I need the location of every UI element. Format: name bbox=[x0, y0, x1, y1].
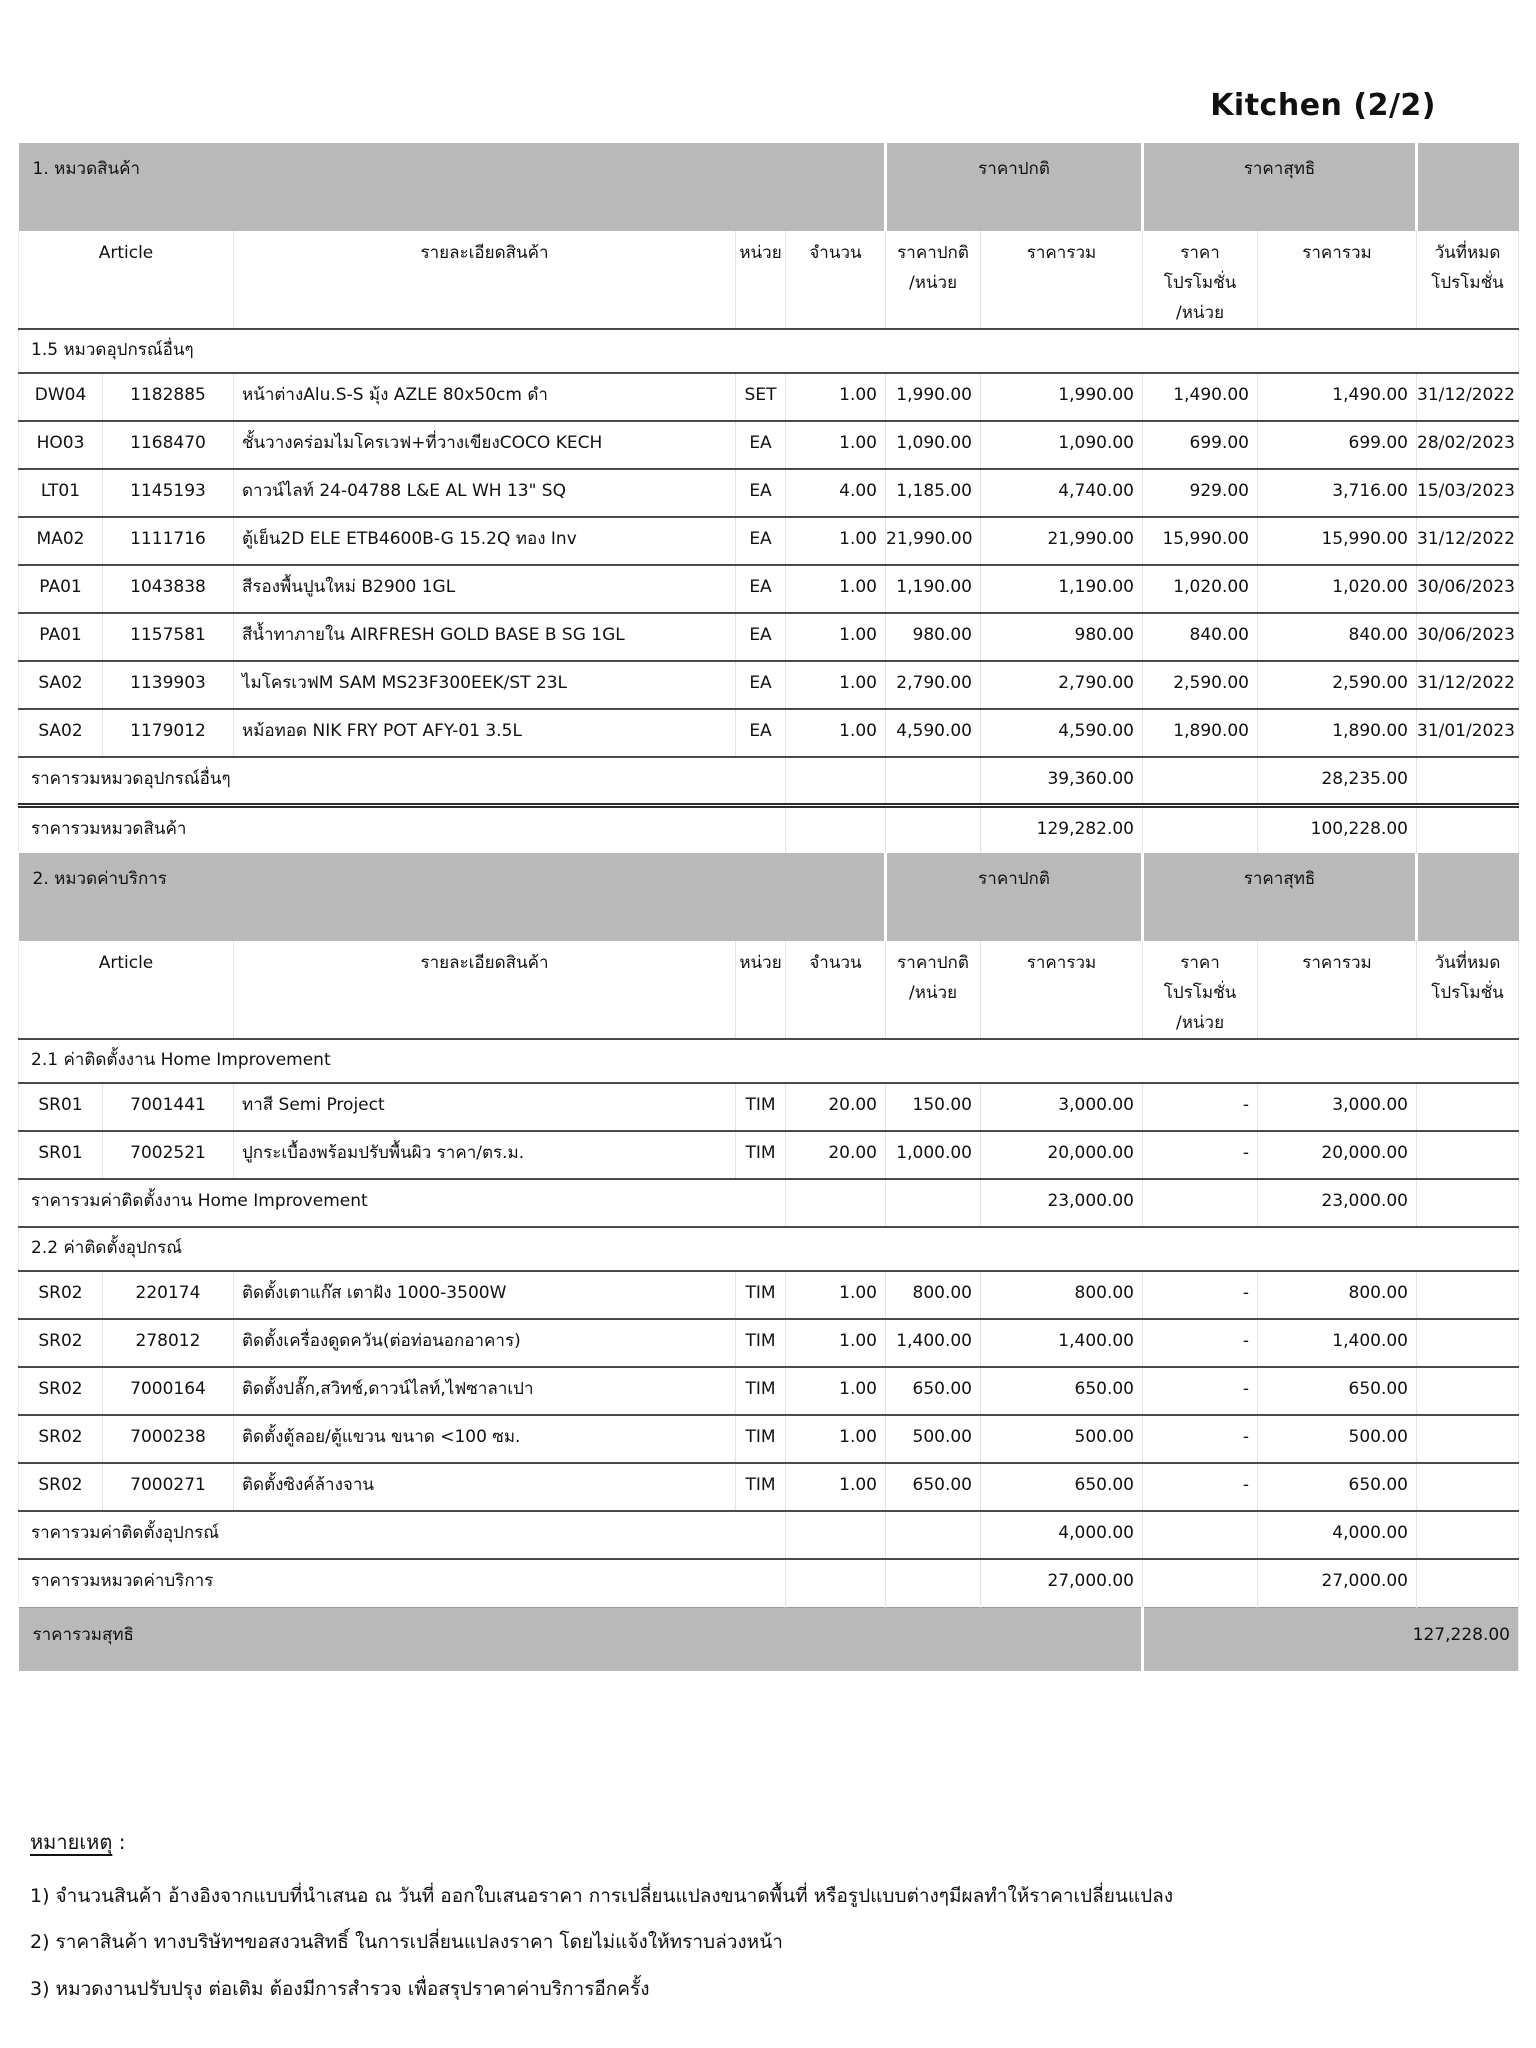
cell-description: สีรองพื้นปูนใหม่ B2900 1GL bbox=[234, 565, 736, 613]
cell-promo-price: - bbox=[1143, 1367, 1258, 1415]
section2-net-price-group: ราคาสุทธิ bbox=[1143, 853, 1417, 941]
cell-promo-price: 699.00 bbox=[1143, 421, 1258, 469]
cell-article-number: 278012 bbox=[103, 1319, 234, 1367]
col-header-promo-price bbox=[1143, 941, 1258, 1039]
cell-promo-end-date: 31/12/2022 bbox=[1417, 661, 1519, 709]
section2-normal-price-group: ราคาปกติ bbox=[886, 853, 1143, 941]
cell-qty: 1.00 bbox=[786, 1367, 886, 1415]
cell-total: 650.00 bbox=[981, 1367, 1143, 1415]
cell-total: 21,990.00 bbox=[981, 517, 1143, 565]
cell-article-code: SR02 bbox=[19, 1367, 103, 1415]
col-header-unit-price-line1: ราคาปกติ bbox=[897, 953, 969, 973]
section-2-2-title-row bbox=[19, 1227, 1519, 1271]
empty-cell bbox=[886, 805, 981, 853]
section-2-2-title: 2.2 ค่าติดตั้งอุปกรณ์ bbox=[19, 1227, 1519, 1271]
cell-total: 1,190.00 bbox=[981, 565, 1143, 613]
cell-total: 800.00 bbox=[981, 1271, 1143, 1319]
col-header-unit-price-line2: /หน่วย bbox=[908, 983, 958, 1003]
cell-unit-price: 800.00 bbox=[886, 1271, 981, 1319]
cell-description: ติดตั้งซิงค์ล้างจาน bbox=[234, 1463, 736, 1511]
table-row bbox=[19, 1367, 1519, 1415]
cell-promo-price: - bbox=[1143, 1463, 1258, 1511]
cell-article-number: 7000238 bbox=[103, 1415, 234, 1463]
col-header-unit-price bbox=[886, 231, 981, 329]
subtotal-label: ราคารวมหมวดอุปกรณ์อื่นๆ bbox=[19, 757, 786, 805]
cell-article-number: 1139903 bbox=[103, 661, 234, 709]
col-header-unit-price bbox=[886, 941, 981, 1039]
col-header-article: Article bbox=[19, 231, 234, 329]
cell-unit: TIM bbox=[736, 1415, 786, 1463]
cell-description: ติดตั้งเครื่องดูดควัน(ต่อท่อนอกอาคาร) bbox=[234, 1319, 736, 1367]
cell-article-code: PA01 bbox=[19, 565, 103, 613]
table-row bbox=[19, 469, 1519, 517]
cell-promo-end-date: 30/06/2023 bbox=[1417, 613, 1519, 661]
cell-promo-end-date bbox=[1417, 1415, 1519, 1463]
cell-qty: 1.00 bbox=[786, 421, 886, 469]
cell-unit-price: 980.00 bbox=[886, 613, 981, 661]
cell-unit: TIM bbox=[736, 1367, 786, 1415]
table-row bbox=[19, 661, 1519, 709]
cell-article-number: 1043838 bbox=[103, 565, 234, 613]
cell-qty: 1.00 bbox=[786, 1319, 886, 1367]
cell-promo-end-date bbox=[1417, 1131, 1519, 1179]
note-3: 3) หมวดงานปรับปรุง ต่อเติม ต้องมีการสำรวจ เพื่อสรุปราคาค่าบริการอีกครั้ง bbox=[30, 1977, 650, 2000]
cell-unit: TIM bbox=[736, 1131, 786, 1179]
table-row bbox=[19, 1415, 1519, 1463]
section-2-2-subtotal-row bbox=[19, 1511, 1519, 1559]
section2-total-row bbox=[19, 1559, 1519, 1607]
cell-net-total: 1,020.00 bbox=[1258, 565, 1417, 613]
cell-unit: TIM bbox=[736, 1271, 786, 1319]
cell-qty: 20.00 bbox=[786, 1131, 886, 1179]
section-1-5-rows bbox=[19, 373, 1519, 757]
col-header-promo-end-line2: โปรโมชั่น bbox=[1431, 983, 1504, 1003]
col-header-promo-end bbox=[1417, 941, 1519, 1039]
note-2: 2) ราคาสินค้า ทางบริษัทฯขอสงวนสิทธิ์ ในการเปลี่ยนแปลงราคา โดยไม่แจ้งให้ทราบล่วงหน้า bbox=[30, 1931, 783, 1954]
section1-normal-price-group: ราคาปกติ bbox=[886, 143, 1143, 231]
cell-unit: EA bbox=[736, 709, 786, 757]
col-header-qty: จำนวน bbox=[786, 231, 886, 329]
table-row bbox=[19, 1319, 1519, 1367]
cell-article-number: 1168470 bbox=[103, 421, 234, 469]
cell-description: สีน้ำทาภายใน AIRFRESH GOLD BASE B SG 1GL bbox=[234, 613, 736, 661]
cell-article-code: SA02 bbox=[19, 661, 103, 709]
cell-qty: 1.00 bbox=[786, 517, 886, 565]
section-1-5-subtotal-row bbox=[19, 757, 1519, 805]
cell-net-total: 15,990.00 bbox=[1258, 517, 1417, 565]
cell-article-number: 7000164 bbox=[103, 1367, 234, 1415]
section1-net-price-group: ราคาสุทธิ bbox=[1143, 143, 1417, 231]
empty-cell bbox=[786, 1559, 886, 1607]
cell-unit-price: 650.00 bbox=[886, 1367, 981, 1415]
cell-promo-price: - bbox=[1143, 1083, 1258, 1131]
cell-article-number: 7001441 bbox=[103, 1083, 234, 1131]
cell-unit-price: 21,990.00 bbox=[886, 517, 981, 565]
col-header-total: ราคารวม bbox=[981, 231, 1143, 329]
col-header-description: รายละเอียดสินค้า bbox=[234, 231, 736, 329]
cell-qty: 1.00 bbox=[786, 373, 886, 421]
col-header-unit: หน่วย bbox=[736, 231, 786, 329]
table-row bbox=[19, 613, 1519, 661]
subtotal-normal: 4,000.00 bbox=[981, 1511, 1143, 1559]
empty-cell bbox=[1143, 757, 1258, 805]
section2-total-normal: 27,000.00 bbox=[981, 1559, 1143, 1607]
cell-unit: TIM bbox=[736, 1463, 786, 1511]
col-header-description: รายละเอียดสินค้า bbox=[234, 941, 736, 1039]
section-1-5-title-row bbox=[19, 329, 1519, 373]
cell-unit-price: 150.00 bbox=[886, 1083, 981, 1131]
cell-unit: EA bbox=[736, 421, 786, 469]
section1-total-net: 100,228.00 bbox=[1258, 805, 1417, 853]
subtotal-net: 23,000.00 bbox=[1258, 1179, 1417, 1227]
section1-total-normal: 129,282.00 bbox=[981, 805, 1143, 853]
grand-total-row bbox=[19, 1607, 1519, 1671]
cell-unit-price: 1,190.00 bbox=[886, 565, 981, 613]
empty-cell bbox=[1143, 1511, 1258, 1559]
cell-total: 20,000.00 bbox=[981, 1131, 1143, 1179]
cell-promo-end-date bbox=[1417, 1319, 1519, 1367]
table-row bbox=[19, 1271, 1519, 1319]
notes-heading-text: หมายเหตุ bbox=[30, 1830, 113, 1854]
cell-article-number: 220174 bbox=[103, 1271, 234, 1319]
table-row bbox=[19, 373, 1519, 421]
cell-qty: 1.00 bbox=[786, 1463, 886, 1511]
cell-unit-price: 500.00 bbox=[886, 1415, 981, 1463]
cell-article-code: SR01 bbox=[19, 1083, 103, 1131]
cell-promo-price: - bbox=[1143, 1415, 1258, 1463]
cell-promo-end-date: 31/12/2022 bbox=[1417, 517, 1519, 565]
cell-unit: EA bbox=[736, 661, 786, 709]
table-row bbox=[19, 709, 1519, 757]
col-header-qty: จำนวน bbox=[786, 941, 886, 1039]
cell-qty: 1.00 bbox=[786, 613, 886, 661]
section-1-5-title: 1.5 หมวดอุปกรณ์อื่นๆ bbox=[19, 329, 1519, 373]
cell-article-code: SR01 bbox=[19, 1131, 103, 1179]
section-2-1-title-row bbox=[19, 1039, 1519, 1083]
cell-promo-end-date: 31/01/2023 bbox=[1417, 709, 1519, 757]
cell-promo-end-date bbox=[1417, 1083, 1519, 1131]
empty-cell bbox=[786, 805, 886, 853]
col-header-net-total: ราคารวม bbox=[1258, 231, 1417, 329]
col-header-promo-end bbox=[1417, 231, 1519, 329]
cell-description: ติดตั้งปลั๊ก,สวิทช์,ดาวน์ไลท์,ไฟซาลาเปา bbox=[234, 1367, 736, 1415]
empty-cell bbox=[886, 757, 981, 805]
empty-cell bbox=[886, 1559, 981, 1607]
col-header-promo-end-line2: โปรโมชั่น bbox=[1431, 273, 1504, 293]
col-header-total: ราคารวม bbox=[981, 941, 1143, 1039]
empty-cell bbox=[1417, 805, 1519, 853]
empty-cell bbox=[1143, 805, 1258, 853]
cell-promo-end-date: 30/06/2023 bbox=[1417, 565, 1519, 613]
subtotal-net: 4,000.00 bbox=[1258, 1511, 1417, 1559]
cell-promo-price: - bbox=[1143, 1271, 1258, 1319]
cell-article-number: 1145193 bbox=[103, 469, 234, 517]
table-row bbox=[19, 1083, 1519, 1131]
cell-qty: 4.00 bbox=[786, 469, 886, 517]
cell-net-total: 800.00 bbox=[1258, 1271, 1417, 1319]
cell-net-total: 1,400.00 bbox=[1258, 1319, 1417, 1367]
cell-promo-end-date: 31/12/2022 bbox=[1417, 373, 1519, 421]
cell-qty: 1.00 bbox=[786, 709, 886, 757]
cell-description: ชั้นวางคร่อมไมโครเวฟ+ที่วางเขียงCOCO KECH bbox=[234, 421, 736, 469]
cell-net-total: 20,000.00 bbox=[1258, 1131, 1417, 1179]
col-header-unit-price-line2: /หน่วย bbox=[908, 273, 958, 293]
cell-description: ไมโครเวฟM SAM MS23F300EEK/ST 23L bbox=[234, 661, 736, 709]
cell-qty: 1.00 bbox=[786, 565, 886, 613]
section-2-1-rows bbox=[19, 1083, 1519, 1179]
cell-promo-price: - bbox=[1143, 1131, 1258, 1179]
cell-description: ติดตั้งตู้ลอย/ตู้แขวน ขนาด <100 ซม. bbox=[234, 1415, 736, 1463]
cell-total: 4,590.00 bbox=[981, 709, 1143, 757]
col-header-promo-line3: /หน่วย bbox=[1175, 1013, 1225, 1033]
cell-article-code: SR02 bbox=[19, 1271, 103, 1319]
cell-net-total: 2,590.00 bbox=[1258, 661, 1417, 709]
empty-cell bbox=[786, 1179, 886, 1227]
subtotal-label: ราคารวมค่าติดตั้งงาน Home Improvement bbox=[19, 1179, 786, 1227]
col-header-unit: หน่วย bbox=[736, 941, 786, 1039]
cell-total: 3,000.00 bbox=[981, 1083, 1143, 1131]
cell-total: 650.00 bbox=[981, 1463, 1143, 1511]
empty-cell bbox=[1417, 1559, 1519, 1607]
cell-unit: SET bbox=[736, 373, 786, 421]
cell-article-number: 1179012 bbox=[103, 709, 234, 757]
cell-unit-price: 1,090.00 bbox=[886, 421, 981, 469]
section2-column-header-row bbox=[19, 941, 1519, 1039]
empty-cell bbox=[786, 757, 886, 805]
cell-promo-end-date bbox=[1417, 1367, 1519, 1415]
cell-total: 4,740.00 bbox=[981, 469, 1143, 517]
cell-unit-price: 650.00 bbox=[886, 1463, 981, 1511]
col-header-promo-line2: โปรโมชั่น bbox=[1163, 983, 1237, 1003]
section1-band-spacer bbox=[1417, 143, 1519, 231]
cell-qty: 1.00 bbox=[786, 1415, 886, 1463]
col-header-promo-end-line1: วันที่หมด bbox=[1434, 953, 1501, 973]
empty-cell bbox=[1143, 1559, 1258, 1607]
cell-total: 1,400.00 bbox=[981, 1319, 1143, 1367]
section2-band-spacer bbox=[1417, 853, 1519, 941]
section2-total-net: 27,000.00 bbox=[1258, 1559, 1417, 1607]
cell-promo-price: 840.00 bbox=[1143, 613, 1258, 661]
cell-article-code: MA02 bbox=[19, 517, 103, 565]
cell-total: 500.00 bbox=[981, 1415, 1143, 1463]
section1-total-label: ราคารวมหมวดสินค้า bbox=[19, 805, 786, 853]
cell-net-total: 840.00 bbox=[1258, 613, 1417, 661]
table-row bbox=[19, 565, 1519, 613]
col-header-net-total: ราคารวม bbox=[1258, 941, 1417, 1039]
cell-promo-price: - bbox=[1143, 1319, 1258, 1367]
empty-cell bbox=[1417, 1179, 1519, 1227]
section2-band bbox=[19, 853, 1519, 941]
notes-heading-colon: : bbox=[118, 1830, 126, 1854]
cell-net-total: 3,000.00 bbox=[1258, 1083, 1417, 1131]
empty-cell bbox=[886, 1179, 981, 1227]
section2-total-label: ราคารวมหมวดค่าบริการ bbox=[19, 1559, 786, 1607]
cell-total: 2,790.00 bbox=[981, 661, 1143, 709]
cell-net-total: 650.00 bbox=[1258, 1463, 1417, 1511]
empty-cell bbox=[1417, 757, 1519, 805]
cell-article-code: SR02 bbox=[19, 1415, 103, 1463]
cell-article-number: 1111716 bbox=[103, 517, 234, 565]
col-header-promo-end-line1: วันที่หมด bbox=[1434, 243, 1501, 263]
cell-article-number: 7000271 bbox=[103, 1463, 234, 1511]
cell-total: 1,990.00 bbox=[981, 373, 1143, 421]
cell-article-code: DW04 bbox=[19, 373, 103, 421]
table-row bbox=[19, 517, 1519, 565]
cell-promo-price: 15,990.00 bbox=[1143, 517, 1258, 565]
notes-heading bbox=[30, 1826, 1536, 1858]
col-header-promo-price bbox=[1143, 231, 1258, 329]
section2-band-title: 2. หมวดค่าบริการ bbox=[19, 853, 886, 941]
section1-column-header-row bbox=[19, 231, 1519, 329]
cell-article-code: SR02 bbox=[19, 1463, 103, 1511]
table-row bbox=[19, 1463, 1519, 1511]
section1-band-title: 1. หมวดสินค้า bbox=[19, 143, 886, 231]
section-2-1-title: 2.1 ค่าติดตั้งงาน Home Improvement bbox=[19, 1039, 1519, 1083]
page-title-name: Kitchen bbox=[1210, 88, 1343, 123]
cell-unit-price: 1,400.00 bbox=[886, 1319, 981, 1367]
cell-article-number: 7002521 bbox=[103, 1131, 234, 1179]
subtotal-normal: 23,000.00 bbox=[981, 1179, 1143, 1227]
cell-unit: EA bbox=[736, 613, 786, 661]
col-header-promo-line3: /หน่วย bbox=[1175, 303, 1225, 323]
section1-band bbox=[19, 143, 1519, 231]
section-2-2-rows bbox=[19, 1271, 1519, 1511]
col-header-promo-line2: โปรโมชั่น bbox=[1163, 273, 1237, 293]
subtotal-label: ราคารวมค่าติดตั้งอุปกรณ์ bbox=[19, 1511, 786, 1559]
cell-article-code: LT01 bbox=[19, 469, 103, 517]
col-header-unit-price-line1: ราคาปกติ bbox=[897, 243, 969, 263]
subtotal-net: 28,235.00 bbox=[1258, 757, 1417, 805]
cell-unit: EA bbox=[736, 565, 786, 613]
section-2-1-subtotal-row bbox=[19, 1179, 1519, 1227]
cell-unit-price: 4,590.00 bbox=[886, 709, 981, 757]
grand-total-label: ราคารวมสุทธิ bbox=[19, 1607, 1143, 1671]
cell-unit-price: 1,990.00 bbox=[886, 373, 981, 421]
cell-net-total: 500.00 bbox=[1258, 1415, 1417, 1463]
cell-promo-price: 1,890.00 bbox=[1143, 709, 1258, 757]
cell-qty: 20.00 bbox=[786, 1083, 886, 1131]
cell-description: หม้อทอด NIK FRY POT AFY-01 3.5L bbox=[234, 709, 736, 757]
cell-promo-price: 1,020.00 bbox=[1143, 565, 1258, 613]
cell-unit-price: 2,790.00 bbox=[886, 661, 981, 709]
page-title bbox=[0, 88, 1436, 123]
cell-unit: EA bbox=[736, 469, 786, 517]
footer-notes bbox=[30, 1826, 1536, 2004]
cell-article-code: SA02 bbox=[19, 709, 103, 757]
cell-promo-end-date bbox=[1417, 1271, 1519, 1319]
empty-cell bbox=[1417, 1511, 1519, 1559]
cell-unit: TIM bbox=[736, 1319, 786, 1367]
cell-net-total: 650.00 bbox=[1258, 1367, 1417, 1415]
cell-article-number: 1182885 bbox=[103, 373, 234, 421]
page-title-indicator: (2/2) bbox=[1353, 88, 1436, 123]
cell-net-total: 699.00 bbox=[1258, 421, 1417, 469]
cell-qty: 1.00 bbox=[786, 1271, 886, 1319]
cell-unit: TIM bbox=[736, 1083, 786, 1131]
cell-description: ตู้เย็น2D ELE ETB4600B-G 15.2Q ทอง Inv bbox=[234, 517, 736, 565]
cell-description: ปูกระเบื้องพร้อมปรับพื้นผิว ราคา/ตร.ม. bbox=[234, 1131, 736, 1179]
cell-unit: EA bbox=[736, 517, 786, 565]
col-header-promo-line1: ราคา bbox=[1180, 243, 1220, 263]
empty-cell bbox=[786, 1511, 886, 1559]
note-1: 1) จำนวนสินค้า อ้างอิงจากแบบที่นำเสนอ ณ วันที่ ออกใบเสนอราคา การเปลี่ยนแปลงขนาดพื้นที่ หรือรูปแบบต่างๆมีผลทำให้ราคาเปลี่ยนแปลง bbox=[30, 1885, 1174, 1907]
cell-net-total: 3,716.00 bbox=[1258, 469, 1417, 517]
col-header-article: Article bbox=[19, 941, 234, 1039]
cell-net-total: 1,490.00 bbox=[1258, 373, 1417, 421]
cell-description: ทาสี Semi Project bbox=[234, 1083, 736, 1131]
cell-article-code: HO03 bbox=[19, 421, 103, 469]
cell-description: ดาวน์ไลท์ 24-04788 L&E AL WH 13" SQ bbox=[234, 469, 736, 517]
cell-promo-end-date: 28/02/2023 bbox=[1417, 421, 1519, 469]
cell-net-total: 1,890.00 bbox=[1258, 709, 1417, 757]
cell-description: ติดตั้งเตาแก๊ส เตาฝัง 1000-3500W bbox=[234, 1271, 736, 1319]
table-row bbox=[19, 421, 1519, 469]
section1-total-row bbox=[19, 805, 1519, 853]
cell-unit-price: 1,000.00 bbox=[886, 1131, 981, 1179]
cell-total: 980.00 bbox=[981, 613, 1143, 661]
cell-article-number: 1157581 bbox=[103, 613, 234, 661]
grand-total-value: 127,228.00 bbox=[1143, 1607, 1519, 1671]
subtotal-normal: 39,360.00 bbox=[981, 757, 1143, 805]
cell-article-code: PA01 bbox=[19, 613, 103, 661]
empty-cell bbox=[1143, 1179, 1258, 1227]
cell-promo-end-date bbox=[1417, 1463, 1519, 1511]
cell-promo-price: 929.00 bbox=[1143, 469, 1258, 517]
cell-article-code: SR02 bbox=[19, 1319, 103, 1367]
cell-promo-end-date: 15/03/2023 bbox=[1417, 469, 1519, 517]
cell-promo-price: 1,490.00 bbox=[1143, 373, 1258, 421]
cell-unit-price: 1,185.00 bbox=[886, 469, 981, 517]
cell-description: หน้าต่างAlu.S-S มุ้ง AZLE 80x50cm ดำ bbox=[234, 373, 736, 421]
cell-total: 1,090.00 bbox=[981, 421, 1143, 469]
table-row bbox=[19, 1131, 1519, 1179]
cell-promo-price: 2,590.00 bbox=[1143, 661, 1258, 709]
cell-qty: 1.00 bbox=[786, 661, 886, 709]
products-table bbox=[18, 143, 1519, 1671]
empty-cell bbox=[886, 1511, 981, 1559]
col-header-promo-line1: ราคา bbox=[1180, 953, 1220, 973]
